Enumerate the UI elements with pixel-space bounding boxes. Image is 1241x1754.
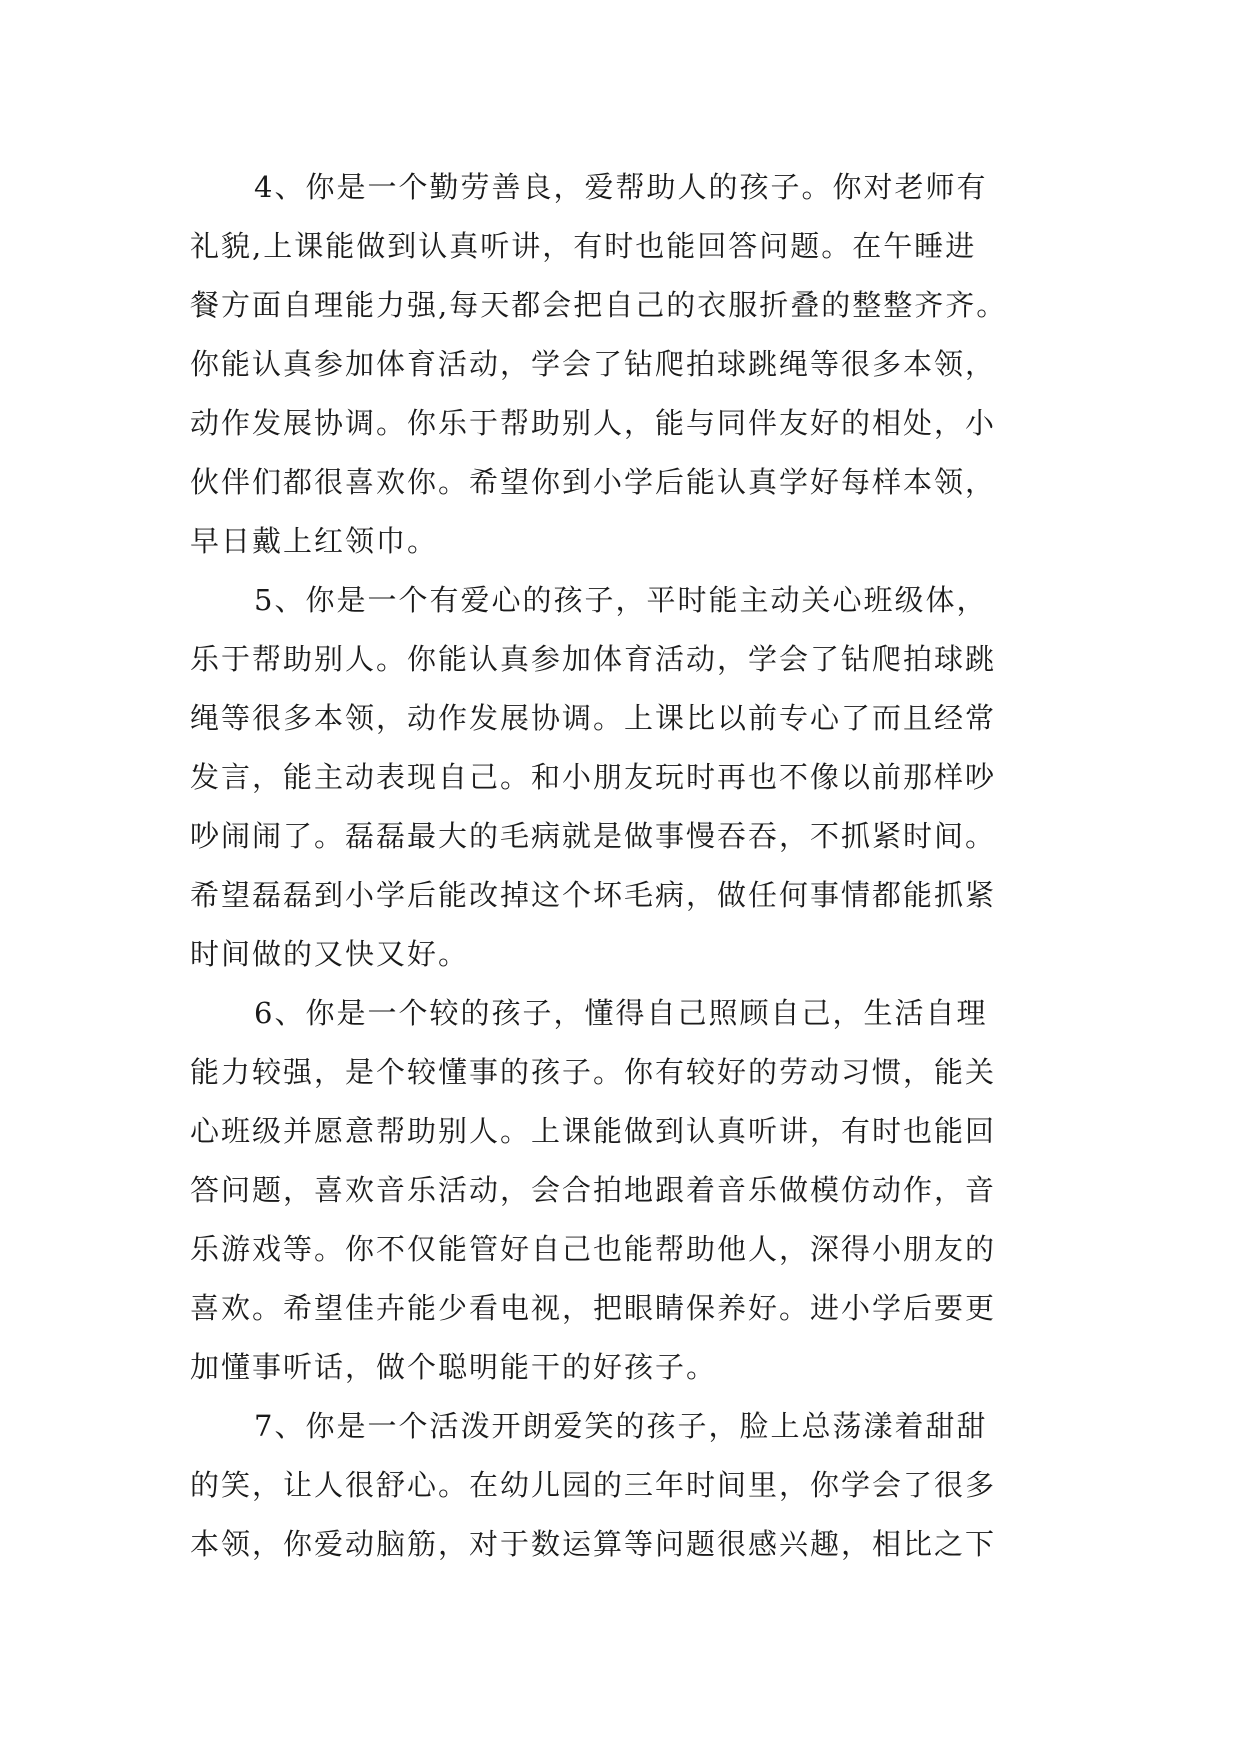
text-line: 6、你是一个较的孩子，懂得自己照顾自己，生活自理 <box>254 996 988 1030</box>
text-line: 餐方面自理能力强,每天都会把自己的衣服折叠的整整齐齐。 <box>190 288 1008 322</box>
text-line: 绳等很多本领，动作发展协调。上课比以前专心了而且经常 <box>190 701 997 735</box>
text-line: 4、你是一个勤劳善良，爱帮助人的孩子。你对老师有 <box>254 170 988 204</box>
text-line: 本领，你爱动脑筋，对于数运算等问题很感兴趣，相比之下 <box>190 1527 997 1561</box>
text-line: 发言，能主动表现自己。和小朋友玩时再也不像以前那样吵 <box>190 760 997 794</box>
text-line: 希望磊磊到小学后能改掉这个坏毛病，做任何事情都能抓紧 <box>190 878 997 912</box>
text-line: 乐游戏等。你不仅能管好自己也能帮助他人，深得小朋友的 <box>190 1232 997 1266</box>
text-line: 吵闹闹了。磊磊最大的毛病就是做事慢吞吞，不抓紧时间。 <box>190 819 997 853</box>
paragraph-7 <box>190 1397 1090 1574</box>
paragraph-4 <box>190 158 1090 571</box>
text-line: 的笑，让人很舒心。在幼儿园的三年时间里，你学会了很多 <box>190 1468 997 1502</box>
text-line: 5、你是一个有爱心的孩子，平时能主动关心班级体， <box>254 583 988 617</box>
text-line: 7、你是一个活泼开朗爱笑的孩子，脸上总荡漾着甜甜 <box>254 1409 988 1443</box>
text-line: 加懂事听话，做个聪明能干的好孩子。 <box>190 1350 718 1384</box>
text-line: 心班级并愿意帮助别人。上课能做到认真听讲，有时也能回 <box>190 1114 997 1148</box>
paragraph-6 <box>190 984 1090 1397</box>
text-line: 你能认真参加体育活动，学会了钻爬拍球跳绳等很多本领， <box>190 347 997 381</box>
text-line: 喜欢。希望佳卉能少看电视，把眼睛保养好。进小学后要更 <box>190 1291 997 1325</box>
text-line: 能力较强，是个较懂事的孩子。你有较好的劳动习惯，能关 <box>190 1055 997 1089</box>
paragraph-5 <box>190 571 1090 984</box>
text-line: 动作发展协调。你乐于帮助别人，能与同伴友好的相处，小 <box>190 406 997 440</box>
text-line: 时间做的又快又好。 <box>190 937 470 971</box>
text-line: 伙伴们都很喜欢你。希望你到小学后能认真学好每样本领， <box>190 465 997 499</box>
document-body <box>190 158 1090 1574</box>
text-line: 答问题，喜欢音乐活动，会合拍地跟着音乐做模仿动作，音 <box>190 1173 997 1207</box>
text-line: 礼貌,上课能做到认真听讲，有时也能回答问题。在午睡进 <box>190 229 977 263</box>
text-line: 乐于帮助别人。你能认真参加体育活动，学会了钻爬拍球跳 <box>190 642 997 676</box>
text-line: 早日戴上红领巾。 <box>190 524 439 558</box>
